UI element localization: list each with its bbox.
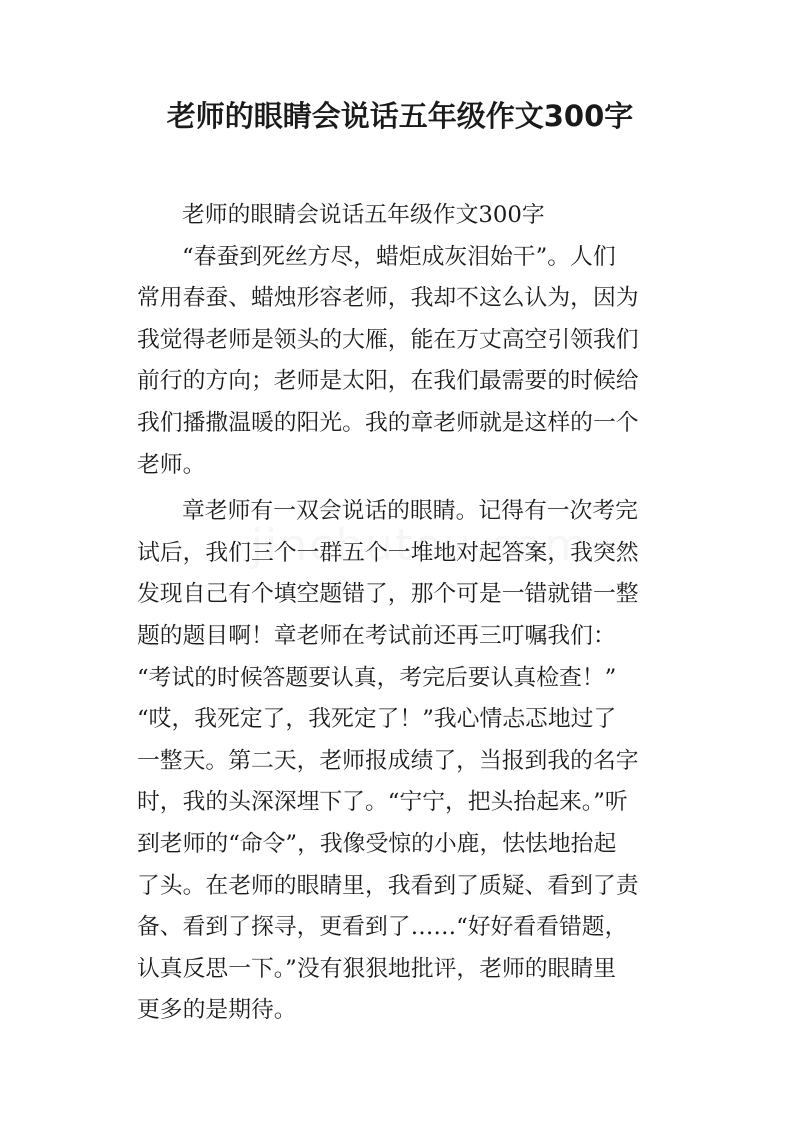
- paragraph-line: 备、看到了探寻，更看到了……“好好看看错题，: [137, 914, 628, 941]
- paragraph-line: 常用春蚕、蜡烛形容老师，我却不这么认为，因为: [137, 285, 639, 312]
- document-subtitle: 老师的眼睛会说话五年级作文300字: [182, 202, 545, 228]
- paragraph-line: 了头。在老师的眼睛里，我看到了质疑、看到了责: [137, 872, 639, 899]
- paragraph-2: [137, 491, 669, 1032]
- paragraph-line: 老师。: [137, 451, 206, 478]
- paragraph-line: 题的题目啊！章老师在考试前还再三叮嘱我们：: [137, 622, 616, 649]
- paragraph-1: [137, 237, 669, 487]
- paragraph-line: 时，我的头深深埋下了。“宁宁，把头抬起来。”听: [137, 789, 628, 816]
- paragraph-line: 发现自己有个填空题错了，那个可是一错就错一整: [137, 581, 639, 608]
- paragraph-line: 更多的是期待。: [137, 997, 297, 1024]
- paragraph-line: “考试的时候答题要认真，考完后要认真检查！”: [137, 664, 617, 691]
- document-body: [137, 195, 669, 1032]
- paragraph-line: 到老师的“命令”，我像受惊的小鹿，怯怯地抬起: [137, 830, 617, 857]
- paragraph-line: 章老师有一双会说话的眼睛。记得有一次考完: [182, 498, 638, 525]
- paragraph-line: 前行的方向；老师是太阳，在我们最需要的时候给: [137, 368, 639, 395]
- paragraph-line: 我觉得老师是领头的大雁，能在万丈高空引领我们: [137, 326, 639, 353]
- paragraph-line: 认真反思一下。”没有狠狠地批评，老师的眼睛里: [137, 955, 616, 982]
- paragraph-line: 我们播撒温暖的阳光。我的章老师就是这样的一个: [137, 409, 639, 436]
- paragraph-line: “哎，我死定了，我死定了！”我心情忐忑地过了: [137, 706, 617, 733]
- paragraph-line: “春蚕到死丝方尽，蜡炬成灰泪始干”。人们: [182, 243, 616, 270]
- document-title: 老师的眼睛会说话五年级作文300字: [166, 99, 634, 133]
- paragraph-line: 试后，我们三个一群五个一堆地对起答案，我突然: [137, 539, 639, 566]
- paragraph-line: 一整天。第二天，老师报成绩了，当报到我的名字: [137, 747, 639, 774]
